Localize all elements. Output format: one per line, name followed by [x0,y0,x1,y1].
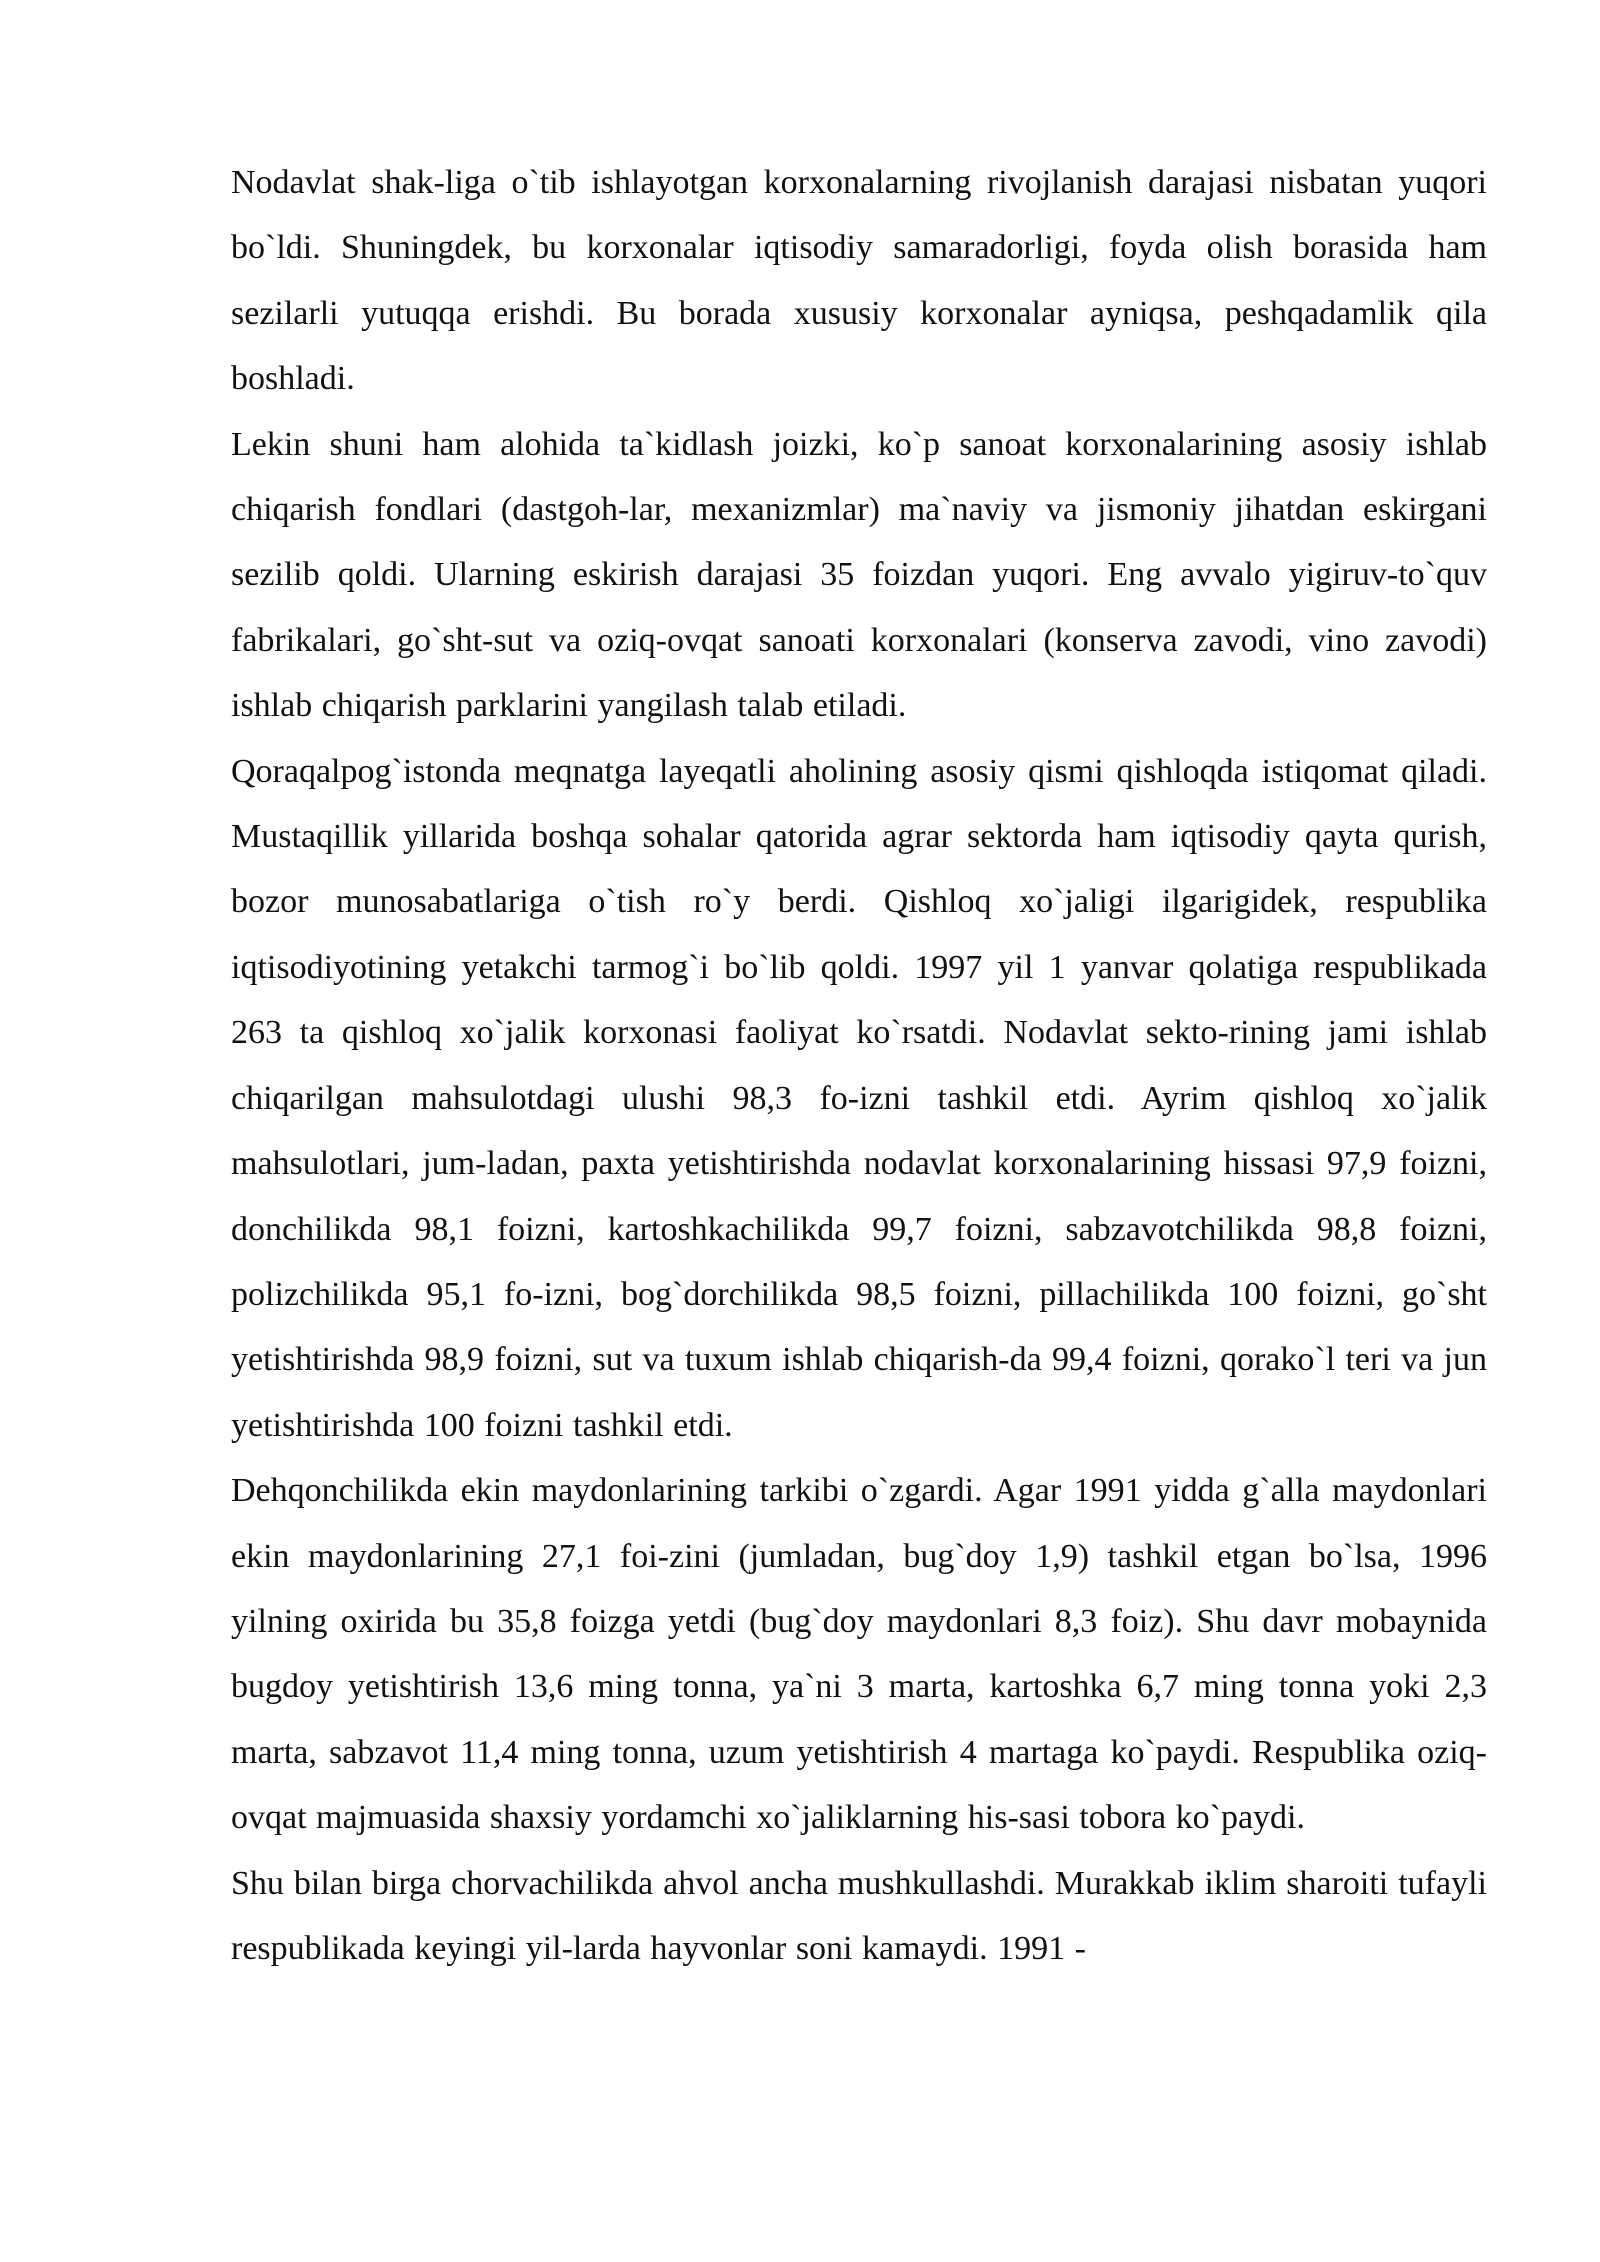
paragraph-crop-structure: Dehqonchilikda ekin maydonlarining tarkibi o`zgardi. Agar 1991 yidda g`alla maydonlari ekin maydonlarining 27,1 foi-zini (jumladan, bug`doy 1,9) tashkil etgan bo`lsa, 1996 yilning oxirida bu 35,8 foizga yetdi (bug`doy maydonlari 8,3 foiz). Shu davr mobaynida bugdoy yetishtirish 13,6 ming tonna, ya`ni 3 marta, kartoshka 6,7 ming tonna yoki 2,3 marta, sabzavot 11,4 ming tonna, uzum yetishtirish 4 martaga ko`paydi. Respublika oziq-ovqat majmuasida shaxsiy yordamchi xo`jaliklarning his-sasi tobora ko`paydi. [231,1472,1487,1837]
body-text [231,150,1487,1981]
paragraph-equipment-wear: Lekin shuni ham alohida ta`kidlash joizki, ko`p sanoat korxonalarining asosiy ishlab chiqarish fondlari (dastgoh-lar, mexanizmlar) ma`naviy va jismoniy jihatdan eskirgani sezilib qoldi. Ularning eskirish darajasi 35 foizdan yuqori. Eng avvalo yigiruv-to`quv fabrikalari, go`sht-sut va oziq-ovqat sanoati korxonalari (konserva zavodi, vino zavodi) ishlab chiqarish parklarini yangilash talab etiladi. [231,425,1487,725]
paragraph-livestock: Shu bilan birga chorvachilikda ahvol ancha mushkullashdi. Murakkab iklim sharoiti tufayli respublikada keyingi yil-larda hayvonlar soni kamaydi. 1991 - [231,1864,1487,1967]
paragraph-private-enterprises: Nodavlat shak-liga o`tib ishlayotgan korxonalarning rivojlanish darajasi nisbatan yuqori bo`ldi. Shuningdek, bu korxonalar iqtisodiy samaradorligi, foyda olish borasida ham sezilarli yutuqqa erishdi. Bu borada xususiy korxonalar ayniqsa, peshqadamlik qila boshladi. [231,164,1487,398]
paragraph-agriculture-sector: Qoraqalpog`istonda meqnatga layeqatli aholining asosiy qismi qishloqda istiqomat qiladi. Mustaqillik yillarida boshqa sohalar qatorida agrar sektorda ham iqtisodiy qayta qurish, bozor munosabatlariga o`tish ro`y berdi. Qishloq xo`jaligi ilgarigidek, respublika iqtisodiyotining yetakchi tarmog`i bo`lib qoldi. 1997 yil 1 yanvar qolatiga respublikada 263 ta qishloq xo`jalik korxonasi faoliyat ko`rsatdi. Nodavlat sekto-rining jami ishlab chiqarilgan mahsulotdagi ulushi 98,3 fo-izni tashkil etdi. Ayrim qishloq xo`jalik mahsulotlari, jum-ladan, paxta yetishtirishda nodavlat korxonalarining hissasi 97,9 foizni, donchilikda 98,1 foizni, kartoshkachilikda 99,7 foizni, sabzavotchilikda 98,8 foizni, polizchilikda 95,1 fo-izni, bog`dorchilikda 98,5 foizni, pillachilikda 100 foizni, go`sht yetishtirishda 98,9 foizni, sut va tuxum ishlab chiqarish-da 99,4 foizni, qorako`l teri va jun yetishtirishda 100 foizni tashkil etdi. [231,752,1487,1444]
